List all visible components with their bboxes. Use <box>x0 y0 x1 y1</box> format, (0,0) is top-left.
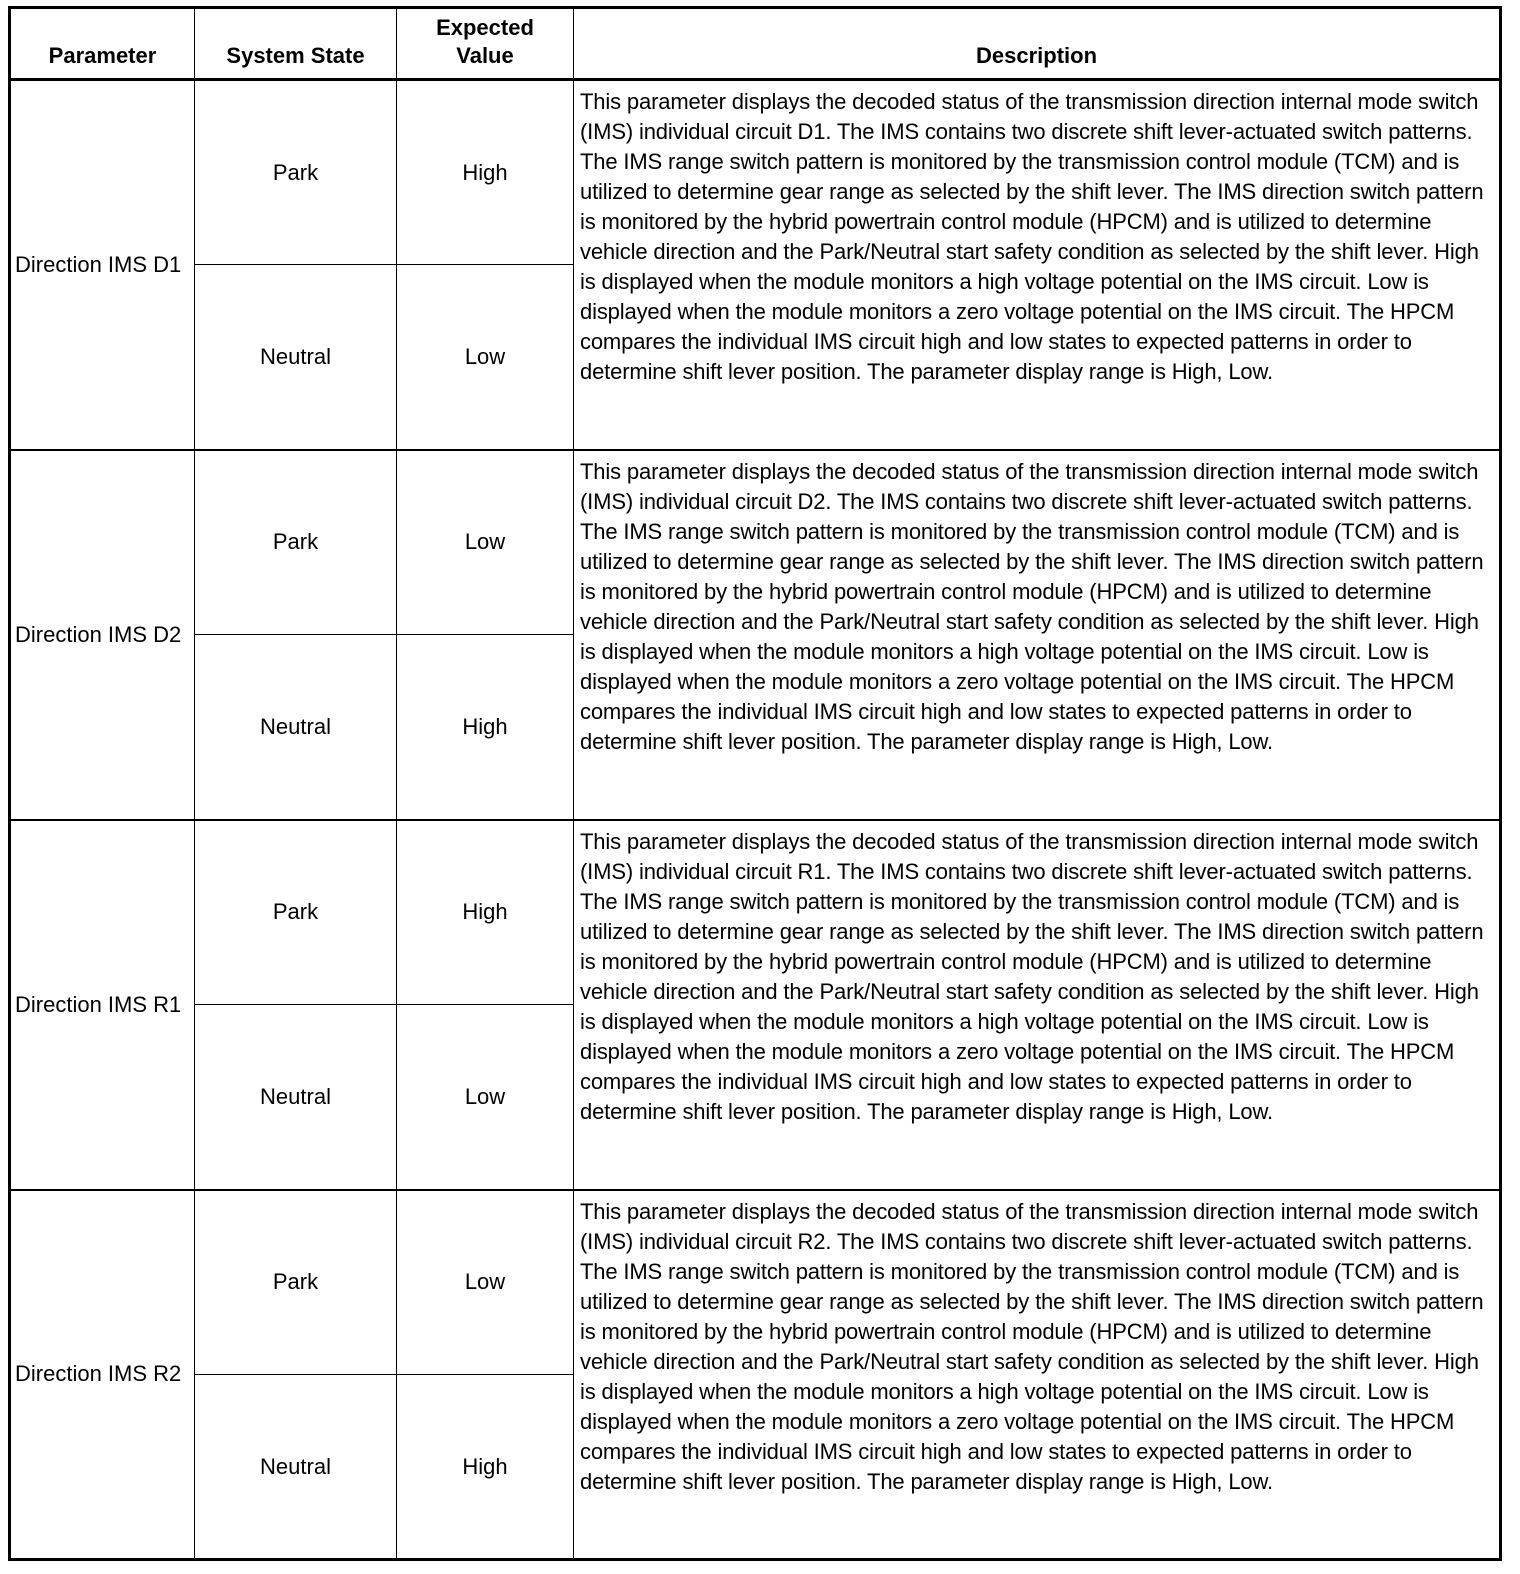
expected-value-cell: Low <box>397 450 574 635</box>
expected-value-cell: High <box>397 635 574 820</box>
header-expected-value-line1: Expected <box>436 15 534 40</box>
description-cell: This parameter displays the decoded status of the transmission direction internal mode switch (IMS) individual circuit R2. The IMS contains two discrete shift lever-actuated switch patterns. The IMS range switch pattern is monitored by the transmission control module (TCM) and is utilized to determine gear range as selected by the shift lever. The IMS direction switch pattern is monitored by the hybrid powertrain control module (HPCM) and is utilized to determine vehicle direction and the Park/Neutral start safety condition as selected by the shift lever. High is displayed when the module monitors a high voltage potential on the IMS circuit. Low is displayed when the module monitors a zero voltage potential on the IMS circuit. The HPCM compares the individual IMS circuit high and low states to expected patterns in order to determine shift lever position. The parameter display range is High, Low. <box>580 1198 1484 1494</box>
parameter-cell: Direction IMS D2 <box>10 450 195 820</box>
parameter-table <box>8 6 1502 1561</box>
expected-value-cell: High <box>397 1375 574 1560</box>
table-row <box>10 1190 1501 1375</box>
expected-value-cell: Low <box>397 265 574 450</box>
header-system-state: System State <box>195 8 397 80</box>
system-state-cell: Neutral <box>195 265 397 450</box>
parameter-cell: Direction IMS R1 <box>10 820 195 1190</box>
system-state-cell: Park <box>195 820 397 1005</box>
header-expected-value-line2: Value <box>456 43 514 68</box>
parameter-cell: Direction IMS R2 <box>10 1190 195 1560</box>
description-cell: This parameter displays the decoded status of the transmission direction internal mode switch (IMS) individual circuit D2. The IMS contains two discrete shift lever-actuated switch patterns. The IMS range switch pattern is monitored by the transmission control module (TCM) and is utilized to determine gear range as selected by the shift lever. The IMS direction switch pattern is monitored by the hybrid powertrain control module (HPCM) and is utilized to determine vehicle direction and the Park/Neutral start safety condition as selected by the shift lever. High is displayed when the module monitors a high voltage potential on the IMS circuit. Low is displayed when the module monitors a zero voltage potential on the IMS circuit. The HPCM compares the individual IMS circuit high and low states to expected patterns in order to determine shift lever position. The parameter display range is High, Low. <box>574 450 1501 820</box>
system-state-cell: Park <box>195 1190 397 1375</box>
system-state-cell: Neutral <box>195 635 397 820</box>
system-state-cell: Neutral <box>195 1005 397 1190</box>
description-cell: This parameter displays the decoded status of the transmission direction internal mode switch (IMS) individual circuit D1. The IMS contains two discrete shift lever-actuated switch patterns. The IMS range switch pattern is monitored by the transmission control module (TCM) and is utilized to determine gear range as selected by the shift lever. The IMS direction switch pattern is monitored by the hybrid powertrain control module (HPCM) and is utilized to determine vehicle direction and the Park/Neutral start safety condition as selected by the shift lever. High is displayed when the module monitors a high voltage potential on the IMS circuit. Low is displayed when the module monitors a zero voltage potential on the IMS circuit. The HPCM compares the individual IMS circuit high and low states to expected patterns in order to determine shift lever position. The parameter display range is High, Low. <box>574 80 1501 450</box>
table-row <box>10 450 1501 635</box>
expected-value-cell: Low <box>397 1190 574 1375</box>
expected-value-cell: High <box>397 80 574 265</box>
expected-value-cell: Low <box>397 1005 574 1190</box>
system-state-cell: Neutral <box>195 1375 397 1560</box>
expected-value-cell: High <box>397 820 574 1005</box>
table-header-row <box>10 8 1501 80</box>
system-state-cell: Park <box>195 80 397 265</box>
table-row <box>10 820 1501 1005</box>
parameter-cell: Direction IMS D1 <box>10 80 195 450</box>
header-expected-value <box>397 8 574 80</box>
header-parameter: Parameter <box>10 8 195 80</box>
header-description: Description <box>574 8 1501 80</box>
table-row <box>10 80 1501 265</box>
description-cell: This parameter displays the decoded status of the transmission direction internal mode switch (IMS) individual circuit R1. The IMS contains two discrete shift lever-actuated switch patterns. The IMS range switch pattern is monitored by the transmission control module (TCM) and is utilized to determine gear range as selected by the shift lever. The IMS direction switch pattern is monitored by the hybrid powertrain control module (HPCM) and is utilized to determine vehicle direction and the Park/Neutral start safety condition as selected by the shift lever. High is displayed when the module monitors a high voltage potential on the IMS circuit. Low is displayed when the module monitors a zero voltage potential on the IMS circuit. The HPCM compares the individual IMS circuit high and low states to expected patterns in order to determine shift lever position. The parameter display range is High, Low. <box>574 820 1501 1190</box>
system-state-cell: Park <box>195 450 397 635</box>
